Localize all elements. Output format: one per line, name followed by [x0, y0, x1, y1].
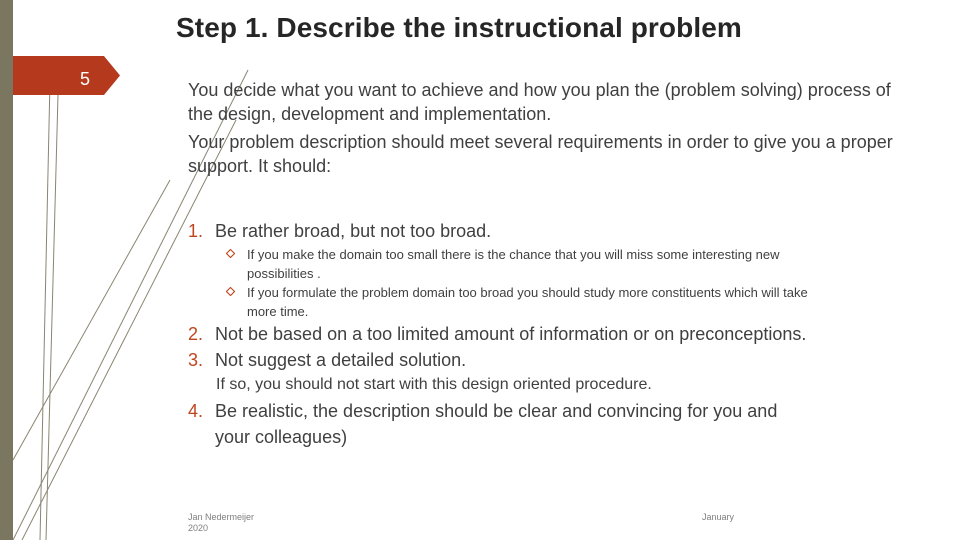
sub-item-text	[247, 245, 897, 283]
diamond-icon	[226, 249, 235, 258]
sub-item-line: possibilities .	[247, 266, 321, 281]
slide-title: Step 1. Describe the instructional problem	[176, 12, 742, 43]
list-text: Be rather broad, but not too broad.	[215, 221, 492, 241]
intro-paragraph-2: Your problem description should meet several requirements in order to give you a proper support. It should:	[188, 132, 893, 176]
sub-item-line: If you formulate the problem domain too broad you should study more constituents which will take	[247, 285, 808, 300]
note-text: If so, you should not start with this design oriented procedure.	[216, 376, 652, 393]
intro-text	[188, 78, 908, 182]
sub-item-line: more time.	[247, 304, 309, 319]
list-text: Be realistic, the description should be clear and convincing for you and	[215, 401, 778, 421]
list-number: 1.	[188, 221, 204, 241]
diamond-icon	[226, 287, 235, 296]
footer-date: January	[702, 512, 735, 522]
slide-number	[28, 64, 148, 90]
intro-paragraph-1: You decide what you want to achieve and how you plan the (problem solving) process of the design, development and implementation.	[188, 80, 891, 124]
sub-item-line: If you make the domain too small there is the chance that you will miss some interesting new	[247, 247, 780, 262]
slide-number-text: 5	[80, 69, 91, 89]
list-text: your colleagues)	[215, 427, 348, 447]
footer-author-name: Jan Nedermeijer	[188, 512, 255, 522]
list-number: 3.	[188, 350, 204, 370]
list-text: Not suggest a detailed solution.	[215, 350, 467, 370]
sub-item-text	[247, 283, 897, 321]
footer-year: 2020	[188, 523, 209, 533]
list-text: Not be based on a too limited amount of information or on preconceptions.	[215, 324, 807, 344]
list-number: 4.	[188, 401, 204, 421]
footer-author	[188, 512, 254, 534]
list-number: 2.	[188, 324, 204, 344]
